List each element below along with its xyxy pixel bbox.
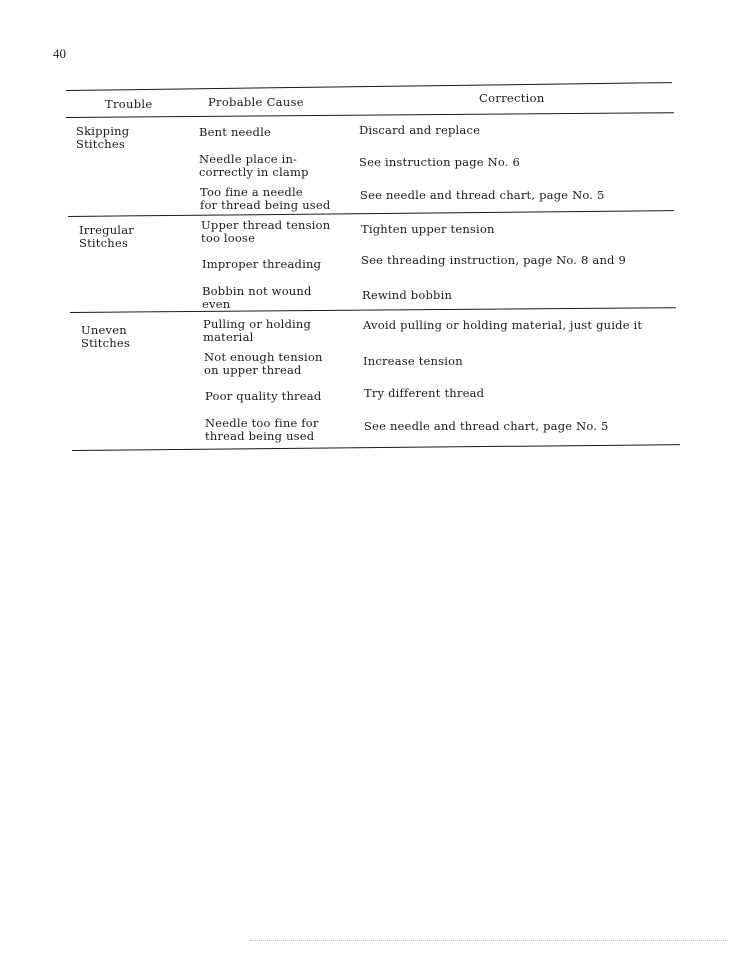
correction-cell: Rewind bobbin (362, 288, 453, 302)
correction-cell: Try different thread (364, 386, 485, 400)
header-trouble: Trouble (105, 97, 153, 111)
cause-cell: Poor quality thread (205, 389, 322, 403)
cause-cell: Needle too fine for thread being used (205, 416, 319, 443)
scan-edge-line (250, 940, 728, 941)
correction-cell: See threading instruction, page No. 8 and 9 (361, 253, 626, 267)
correction-cell: See instruction page No. 6 (359, 155, 521, 169)
table-top-rule (66, 82, 672, 91)
group-divider-rule (70, 307, 676, 313)
correction-cell: See needle and thread chart, page No. 5 (360, 188, 605, 202)
header-bottom-rule (66, 112, 674, 118)
cause-cell: Pulling or holding material (203, 317, 312, 344)
cause-cell: Upper thread tension too loose (201, 218, 331, 245)
trouble-label: Irregular Stitches (79, 223, 134, 250)
correction-cell: Discard and replace (359, 123, 481, 137)
correction-cell: See needle and thread chart, page No. 5 (364, 419, 609, 433)
group-divider-rule (68, 210, 674, 217)
header-probable-cause: Probable Cause (208, 95, 304, 109)
correction-cell: Increase tension (363, 354, 463, 368)
header-correction: Correction (479, 91, 545, 105)
trouble-label: Uneven Stitches (81, 323, 130, 350)
cause-cell: Improper threading (202, 257, 322, 271)
cause-cell: Bent needle (199, 125, 272, 139)
correction-cell: Avoid pulling or holding material, just guide it (363, 318, 643, 332)
trouble-label: Skipping Stitches (76, 124, 130, 151)
page-number: 40 (53, 46, 66, 61)
cause-cell: Needle place in- correctly in clamp (199, 152, 309, 179)
cause-cell: Bobbin not wound even (202, 284, 312, 311)
table-bottom-rule (72, 444, 680, 451)
correction-cell: Tighten upper tension (361, 222, 495, 236)
cause-cell: Too fine a needle for thread being used (200, 185, 331, 212)
cause-cell: Not enough tension on upper thread (204, 350, 323, 377)
